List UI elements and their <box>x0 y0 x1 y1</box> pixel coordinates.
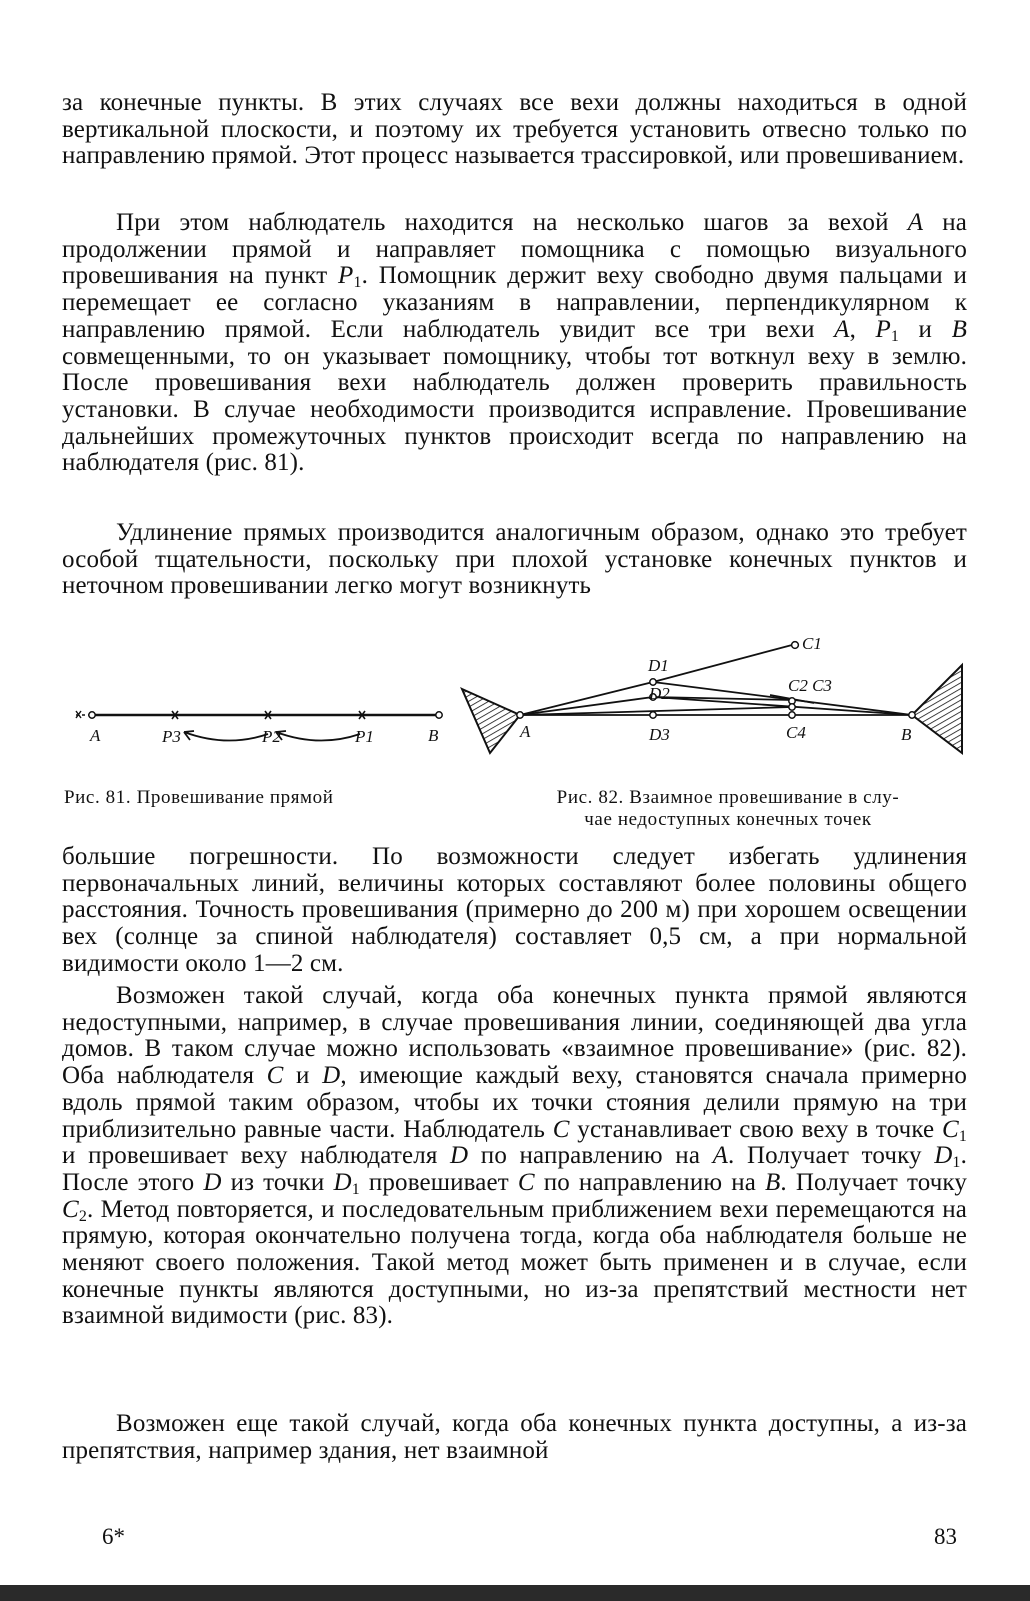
building-b-wedge <box>912 665 962 753</box>
fig82-label-D1: D1 <box>648 656 669 675</box>
paragraph-5: Возможен такой случай, когда оба конечных пункта прямой являются недоступными, например, в случае провешивания линии, соединяющей два угла домов. В таком случае можно использовать «взаимное провешивание» (рис. 82). Оба наблюдателя C и D, имеющие каждый веху, становятся сначала примерно вдоль прямой таким образом, чтобы их точки стояния делили прямую на три приблизительно равные части. Наблюдатель C устанавливает свою веху в точке $C_1$ и провешивает веху наблюдателя D по направлению на A. Получает точку $D_1$. После этого D из точки $D_1$ провешивает C по направлению на B. Получает точку $C_2$. Метод повторяется, и последовательным приближением вехи перемещаются на прямую, которая окончательно получена тогда, когда оба наблюдателя больше не меняют своего положения. Такой метод может быть применен и в случае, если конечные пункты являются доступными, но из-за препятствий местности нет взаимной видимости (рис. 83). <box>62 982 968 1330</box>
figure-81-diagram <box>62 680 462 770</box>
paragraph-6: Возможен еще такой случай, когда оба конечных пункта доступны, а из-за препятствия, например здания, нет взаимной <box>62 1410 967 1464</box>
paragraph-1: за конечные пункты. В этих случаях все вехи должны находиться в одной вертикальной плоскости, и поэтому их требуется установить отвесно только по направлению прямой. Этот процесс называется трассировкой, или провешиванием. <box>62 89 967 170</box>
figure-82-caption: Рис. 82. Взаимное провешивание в слу- чае недоступных конечных точек <box>556 787 900 830</box>
paragraph-3: Удлинение прямых производится аналогичным образом, однако это требует особой тщательности, поскольку при плохой установке конечных пунктов и неточном провешивании легко могут возникнуть <box>62 519 967 600</box>
fig82-label-C1: C1 <box>802 634 822 653</box>
fig82-label-D2: D2 <box>649 684 670 703</box>
fig81-label-P1: P1 <box>355 727 374 746</box>
fig81-label-B: B <box>428 726 439 745</box>
figure-82-diagram <box>450 625 980 775</box>
fig82-label-D3: D3 <box>649 725 670 744</box>
fig82-label-A: A <box>520 722 531 741</box>
fig82-label-B: B <box>901 725 912 744</box>
fig82-label-C2C3: C2 C3 <box>788 676 832 695</box>
building-a-wedge <box>462 689 520 753</box>
fig81-label-P3: P3 <box>162 727 181 746</box>
paragraph-2: При этом наблюдатель находится на несколько шагов за вехой A на продолжении прямой и направляет помощника с помощью визуального провешивания на пункт $P_1$. Помощник держит веху свободно двумя пальцами и перемещает ее согласно указаниям в направлении, перпендикулярном к направлению прямой. Если наблюдатель увидит все три вехи A, $P_1$ и B совмещенными, то он указывает помощнику, чтобы тот воткнул веху в землю. После провешивания вехи наблюдатель должен проверить правильность установки. В случае необходимости производится исправление. Провешивание дальнейших промежуточных пунктов происходит всегда по направлению на наблюдателя (рис. 81). <box>62 209 967 477</box>
figure-81-caption: Рис. 81. Провешивание прямой <box>64 787 334 808</box>
fig81-label-A: A <box>90 726 101 745</box>
page-number: 83 <box>934 1524 957 1549</box>
paragraph-4: большие погрешности. По возможности следует избегать удлинения первоначальных линий, величины которых составляют более половины общего расстояния. Точность провешивания (примерно до 200 м) при хорошем освещении вех (солнце за спиной наблюдателя) составляет 0,5 см, а при нормальной видимости около 1—2 см. <box>62 843 967 977</box>
fig81-label-P2: P2 <box>262 727 281 746</box>
fig82-label-C4: C4 <box>786 723 806 742</box>
scan-edge-strip <box>0 1585 1030 1601</box>
signature-mark: 6* <box>102 1524 125 1549</box>
